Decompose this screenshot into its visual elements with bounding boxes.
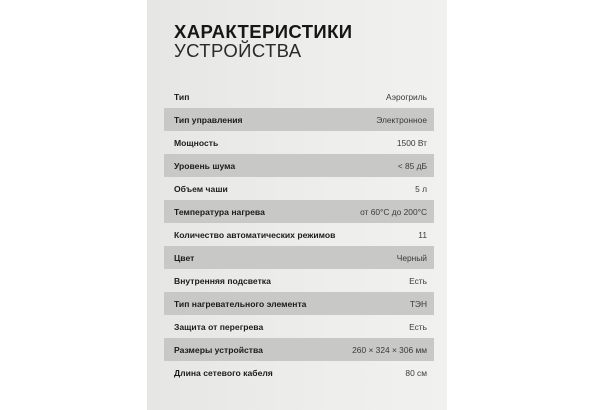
spec-value: 80 см — [405, 367, 427, 378]
spec-value: ТЭН — [409, 298, 427, 309]
page-subtitle: УСТРОЙСТВА — [174, 40, 302, 61]
spec-card — [147, 0, 447, 410]
spec-value: Электронное — [376, 114, 427, 125]
spec-value: 5 л — [415, 183, 427, 194]
spec-label: Мощность — [174, 137, 219, 148]
spec-row — [164, 85, 434, 108]
spec-label: Количество автоматических режимов — [174, 229, 336, 240]
spec-label: Защита от перегрева — [174, 321, 264, 332]
spec-label: Температура нагрева — [174, 206, 265, 217]
spec-row — [164, 154, 434, 177]
spec-value: Аэрогриль — [385, 91, 427, 102]
spec-value: < 85 дБ — [397, 160, 427, 171]
spec-label: Размеры устройства — [174, 344, 263, 355]
spec-label: Уровень шума — [174, 160, 236, 171]
spec-row — [164, 200, 434, 223]
spec-value: Есть — [409, 275, 427, 286]
spec-value: 1500 Вт — [396, 137, 427, 148]
spec-row — [164, 315, 434, 338]
spec-row — [164, 246, 434, 269]
spec-row — [164, 361, 434, 384]
spec-value: Есть — [409, 321, 427, 332]
spec-row — [164, 108, 434, 131]
spec-row — [164, 269, 434, 292]
spec-value: 11 — [418, 229, 427, 240]
spec-row — [164, 223, 434, 246]
spec-row — [164, 177, 434, 200]
spec-row — [164, 338, 434, 361]
spec-label: Внутренняя подсветка — [174, 275, 271, 286]
spec-label: Объем чаши — [174, 183, 228, 194]
spec-label: Тип управления — [174, 114, 243, 125]
spec-label: Цвет — [174, 252, 195, 263]
spec-label: Тип нагревательного элемента — [174, 298, 307, 309]
page-title: ХАРАКТЕРИСТИКИ — [174, 21, 353, 42]
spec-row — [164, 292, 434, 315]
spec-table — [164, 85, 434, 384]
spec-value: от 60°С до 200°С — [360, 206, 427, 217]
spec-value: 260 × 324 × 306 мм — [352, 344, 427, 355]
spec-value: Черный — [396, 252, 427, 263]
spec-label: Длина сетевого кабеля — [174, 367, 273, 378]
spec-label: Тип — [174, 91, 190, 102]
spec-row — [164, 131, 434, 154]
